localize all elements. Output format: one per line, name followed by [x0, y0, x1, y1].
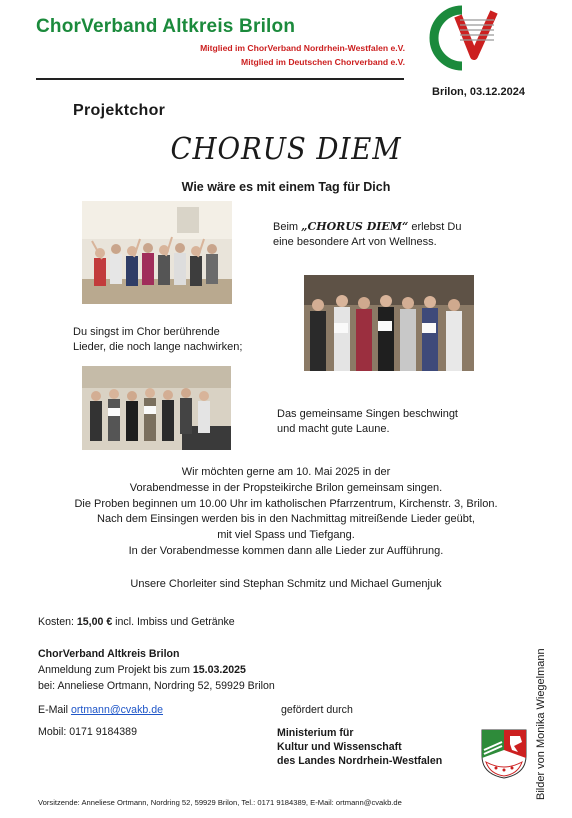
caption-wellness	[273, 219, 461, 250]
header-divider	[36, 78, 404, 80]
caption-wellness-line-2: eine besondere Art von Wellness.	[273, 236, 437, 248]
choir-leaders: Unsere Chorleiter sind Stephan Schmitz und Michael Gumenjuk	[130, 578, 442, 590]
caption-wellness-post: erlebst Du	[408, 221, 462, 233]
org-name: ChorVerband Altkreis Brilon	[36, 16, 296, 37]
caption-mood-line-2: und macht gute Laune.	[277, 423, 390, 435]
ministry-line-1: Ministerium für	[277, 727, 354, 739]
caption-songs	[73, 325, 242, 355]
caption-wellness-quote-close: “	[401, 220, 409, 233]
choir-photo-2	[304, 275, 474, 371]
photo-credit: Bilder von Monika Wiegelmann	[535, 648, 547, 800]
member-line-2: Mitglied im Deutschen Chorverband e.V.	[241, 57, 405, 67]
cv-logo-icon	[418, 4, 498, 72]
caption-songs-line-1: Du singst im Chor berührende	[73, 326, 220, 338]
event-description	[0, 465, 572, 560]
sponsor-ministry	[277, 726, 442, 768]
email-line	[38, 702, 163, 718]
caption-mood	[277, 407, 458, 437]
caption-mood-line-1: Das gemeinsame Singen beschwingt	[277, 408, 458, 420]
registration-deadline-date: 15.03.2025	[192, 664, 246, 676]
event-line-4: Nach dem Einsingen werden bis in den Nachmittag mitreißende Lieder geübt,	[97, 513, 475, 526]
footer-contact: Vorsitzende: Anneliese Ortmann, Nordring 52, 59929 Brilon, Tel.: 0171 9184389, E-Mail: ortmann@cvakb.de	[38, 798, 402, 807]
member-line-1: Mitglied im ChorVerband Nordrhein-Westfalen e.V.	[200, 43, 405, 53]
event-line-6: In der Vorabendmesse kommen dann alle Lieder zur Aufführung.	[128, 544, 444, 557]
cost-amount: 15,00 €	[76, 616, 113, 628]
section-label: Projektchor	[73, 102, 166, 119]
caption-songs-line-2: Lieder, die noch lange nachwirken;	[73, 341, 243, 353]
page-title: CHORUS DIEM	[170, 132, 402, 167]
page-subtitle: Wie wäre es mit einem Tag für Dich	[181, 180, 391, 194]
caption-wellness-title: CHORUS DIEM	[307, 220, 402, 233]
email-link[interactable]: ortmann@cvakb.de	[70, 704, 163, 716]
sponsor-label: gefördert durch	[281, 704, 353, 716]
caption-wellness-pre: Beim	[273, 221, 302, 233]
email-label: E-Mail	[38, 704, 71, 716]
ministry-line-3: des Landes Nordrhein-Westfalen	[277, 755, 443, 767]
registration-contact: bei: Anneliese Ortmann, Nordring 52, 59929 Brilon	[38, 680, 275, 692]
cost-label: Kosten:	[38, 616, 77, 628]
nrw-crest-icon	[480, 728, 528, 780]
choir-photo-3	[82, 366, 231, 450]
registration-block	[38, 646, 275, 694]
choir-photo-1	[82, 201, 232, 304]
event-line-5: mit viel Spass und Tiefgang.	[217, 529, 355, 542]
registration-deadline	[38, 662, 275, 678]
ministry-line-2: Kultur und Wissenschaft	[277, 741, 402, 753]
cost-details: incl. Imbiss und Getränke	[112, 616, 235, 628]
cost-line	[38, 614, 235, 630]
event-line-1: Wir möchten gerne am 10. Mai 2025 in der	[181, 466, 391, 478]
caption-wellness-quote-open: „	[301, 220, 308, 233]
event-line-3: Die Proben beginnen um 10.00 Uhr im katholischen Pfarrzentrum, Kirchenstr. 3, Brilon.	[74, 497, 498, 510]
mobile-number: Mobil: 0171 9184389	[38, 726, 137, 738]
registration-org: ChorVerband Altkreis Brilon	[38, 648, 180, 660]
document-date: Brilon, 03.12.2024	[432, 86, 525, 98]
event-line-2: Vorabendmesse in der Propsteikirche Brilon gemeinsam singen.	[129, 481, 443, 494]
registration-deadline-label: Anmeldung zum Projekt bis zum	[38, 664, 193, 676]
